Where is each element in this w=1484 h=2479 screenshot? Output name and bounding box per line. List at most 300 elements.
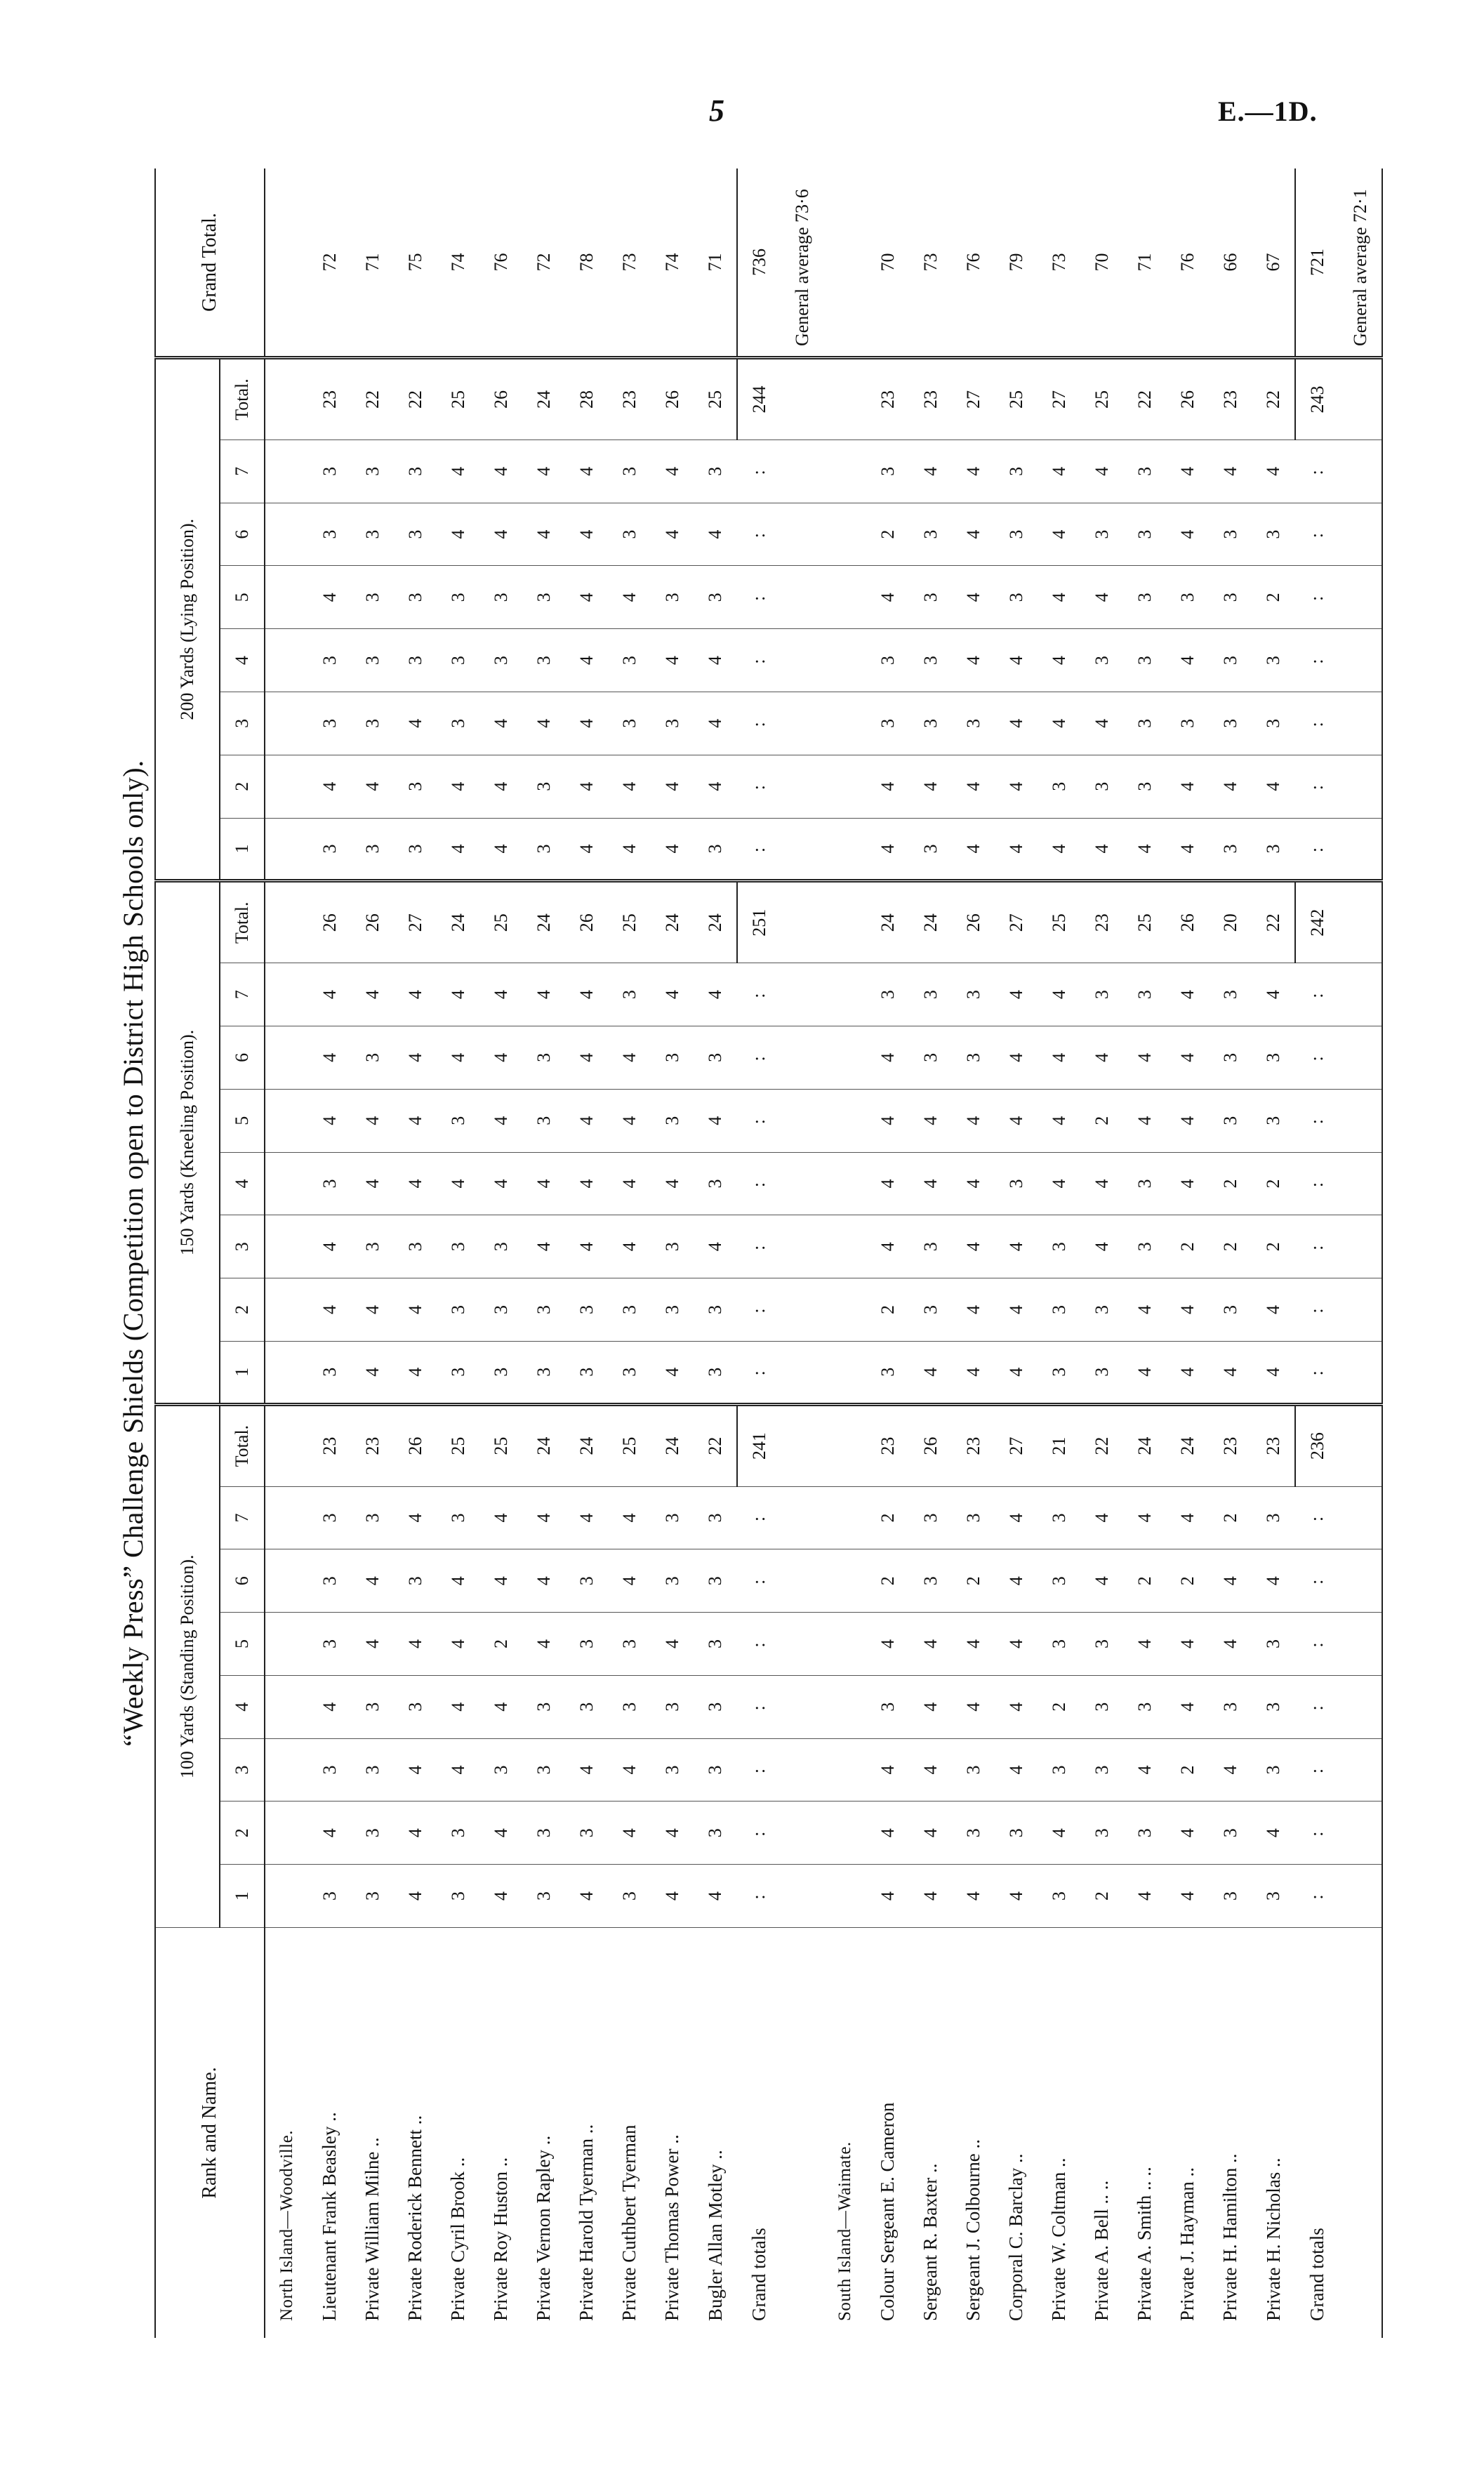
competitor-name: Colour Sergeant E. Cameron [877,2102,898,2321]
range-total: 23 [866,1404,909,1486]
dots: : [737,1865,781,1928]
shot-score: 3 [1123,1152,1166,1215]
shot-score: 4 [522,963,565,1026]
shot-score: 3 [565,1278,608,1342]
shot-score: 4 [995,1613,1038,1676]
shot-score: 3 [995,1152,1038,1215]
table-row [479,168,522,2338]
shot-score: 2 [1166,1215,1209,1278]
empty-cell [1339,1613,1382,1676]
shot-score: 3 [308,503,351,566]
empty-cell [781,1613,823,1676]
shot-score: 4 [1166,818,1209,881]
shot-score: 4 [394,1802,437,1865]
range-total: 23 [308,1404,351,1486]
shot-score: 4 [909,755,952,818]
shot-score: 4 [952,503,995,566]
grand-total: 76 [952,168,995,358]
shot-header: 2 [220,1802,265,1865]
empty-cell [823,1341,866,1404]
shot-score: 4 [394,1341,437,1404]
table-row [909,168,952,2338]
dots: : [1295,629,1339,692]
shot-score: 3 [1080,1278,1123,1342]
empty-cell [823,168,866,358]
shot-score: 3 [437,1215,479,1278]
shot-score: 4 [651,1802,694,1865]
shot-score: 4 [1080,1152,1123,1215]
shot-score: 4 [394,1026,437,1090]
shot-score: 3 [909,818,952,881]
shot-score: 4 [909,1738,952,1802]
shot-score: 2 [1252,1215,1295,1278]
shot-score: 3 [952,963,995,1026]
range-total: 24 [909,881,952,963]
shot-score: 4 [608,566,651,629]
empty-cell [823,1215,866,1278]
dots: : [1295,692,1339,755]
shot-score: 2 [1209,1215,1252,1278]
empty-cell [781,1486,823,1549]
shot-score: 2 [1252,566,1295,629]
shot-score: 4 [479,755,522,818]
shot-score: 3 [522,566,565,629]
grand-total: 71 [351,168,394,358]
grand-totals-row [737,168,781,2338]
grand-total: 73 [608,168,651,358]
shot-score: 4 [1038,1089,1080,1152]
empty-cell [265,1026,308,1090]
shot-score: 3 [351,818,394,881]
shot-score: 4 [479,1486,522,1549]
shot-score: 4 [437,439,479,503]
dots: : [737,1675,781,1738]
shot-score: 3 [866,439,909,503]
competitor-name: Lieutenant Frank Beasley .. [319,2112,340,2321]
shot-score: 3 [308,1738,351,1802]
range-total: 25 [479,881,522,963]
empty-cell [823,1278,866,1342]
shot-score: 3 [866,692,909,755]
shot-score: 3 [1123,1802,1166,1865]
range-total: 23 [909,358,952,440]
table-row [1209,168,1252,2338]
empty-cell [1339,755,1382,818]
grand-total: 70 [1080,168,1123,358]
competitor-name: Corporal C. Barclay .. [1005,2153,1026,2321]
shot-score: 4 [565,755,608,818]
shot-score: 3 [479,1215,522,1278]
empty-cell [1339,1802,1382,1865]
table-row [565,168,608,2338]
shot-score: 3 [351,692,394,755]
rotated-table-sheet [112,168,1467,2338]
shot-score: 4 [651,1613,694,1676]
shot-header: 6 [220,1549,265,1613]
shot-score: 3 [351,629,394,692]
shot-score: 3 [1209,1278,1252,1342]
shot-score: 4 [1166,1341,1209,1404]
empty-cell [1339,1152,1382,1215]
empty-cell [823,1613,866,1676]
empty-cell [265,1802,308,1865]
shot-score: 4 [651,818,694,881]
shot-score: 4 [995,1089,1038,1152]
empty-cell [265,1215,308,1278]
column-header-rank-name: Rank and Name. [155,1927,265,2338]
grand-total: 76 [479,168,522,358]
shot-score: 4 [522,1549,565,1613]
range-total: 26 [909,1404,952,1486]
shot-score: 3 [1080,1675,1123,1738]
shot-score: 4 [1038,963,1080,1026]
shot-score: 3 [1123,963,1166,1026]
empty-cell [781,1549,823,1613]
shot-score: 4 [565,566,608,629]
empty-cell [1339,1089,1382,1152]
shot-score: 2 [1166,1549,1209,1613]
grand-totals-label: Grand totals [748,2228,769,2321]
empty-cell [1339,1549,1382,1613]
shot-score: 3 [1123,1215,1166,1278]
shot-score: 4 [1123,1089,1166,1152]
empty-cell [823,818,866,881]
dots: : [1295,1278,1339,1342]
shot-score: 4 [437,1613,479,1676]
shot-score: 4 [952,818,995,881]
shot-score: 4 [866,818,909,881]
empty-cell [823,963,866,1026]
dots: : [1295,1341,1339,1404]
shot-score: 4 [952,1675,995,1738]
shot-score: 4 [995,692,1038,755]
shot-score: 3 [651,1089,694,1152]
empty-cell [781,881,823,963]
shot-score: 3 [952,1026,995,1090]
dots: : [1295,1613,1339,1676]
table-row [1080,168,1123,2338]
shot-score: 3 [565,1613,608,1676]
shot-score: 4 [308,1026,351,1090]
average-row [781,168,823,2338]
shot-score: 4 [608,755,651,818]
dots: : [737,1613,781,1676]
shot-score: 3 [1038,1278,1080,1342]
shot-score: 4 [866,1865,909,1928]
shot-score: 4 [308,963,351,1026]
empty-cell [823,503,866,566]
shot-score: 3 [909,692,952,755]
shot-score: 3 [952,692,995,755]
shot-score: 4 [479,1026,522,1090]
shot-score: 3 [651,692,694,755]
shot-score: 3 [651,1675,694,1738]
dots: : [1295,1026,1339,1090]
empty-cell [1339,1215,1382,1278]
shot-score: 4 [351,1278,394,1342]
shot-score: 4 [1080,1486,1123,1549]
range-total: 25 [437,1404,479,1486]
range-total: 22 [1252,358,1295,440]
empty-cell [823,1486,866,1549]
range-total: 23 [1209,358,1252,440]
shot-score: 3 [394,1215,437,1278]
shot-score: 4 [479,503,522,566]
shot-score: 4 [522,1486,565,1549]
dots: : [737,1152,781,1215]
range-total: 25 [1123,881,1166,963]
empty-cell [823,692,866,755]
shot-header: 1 [220,1865,265,1928]
range-total: 26 [308,881,351,963]
shot-score: 4 [866,1215,909,1278]
shot-score: 3 [1252,692,1295,755]
shot-header: 3 [220,1215,265,1278]
empty-cell [1339,1026,1382,1090]
shot-score: 4 [608,1549,651,1613]
range-grand-total: 243 [1295,358,1339,440]
shot-score: 4 [866,755,909,818]
shot-score: 4 [308,755,351,818]
shot-score: 4 [351,963,394,1026]
range-total: 25 [608,1404,651,1486]
shot-score: 3 [909,963,952,1026]
grand-total: 66 [1209,168,1252,358]
shot-score: 4 [608,1026,651,1090]
shot-score: 4 [565,1026,608,1090]
table-title: “Weekly Press” Challenge Shields (Competition open to District High Schools only). [117,760,149,1747]
shot-header: 7 [220,439,265,503]
section-heading: North Island—Woodville. [277,2130,296,2321]
table-row [995,168,1038,2338]
grand-total: 75 [394,168,437,358]
shot-score: 3 [394,439,437,503]
shot-score: 4 [651,439,694,503]
shot-score: 4 [866,1802,909,1865]
empty-cell [823,1026,866,1090]
shot-header: 1 [220,818,265,881]
dots: : [1295,503,1339,566]
shot-score: 3 [1252,1026,1295,1090]
shot-score: 4 [1166,1089,1209,1152]
shot-score: 3 [651,1026,694,1090]
shot-score: 3 [1252,629,1295,692]
empty-cell [823,1738,866,1802]
shot-score: 4 [479,1152,522,1215]
shot-score: 4 [308,1278,351,1342]
dots: : [737,1278,781,1342]
shot-score: 4 [1252,755,1295,818]
dots: : [1295,755,1339,818]
shot-score: 4 [1209,1341,1252,1404]
shot-score: 3 [909,503,952,566]
shot-score: 3 [1123,566,1166,629]
table-row [1252,168,1295,2338]
shot-score: 4 [608,1152,651,1215]
range-total: 24 [522,1404,565,1486]
shot-score: 4 [1123,1026,1166,1090]
range-total: 23 [866,358,909,440]
shot-score: 4 [479,439,522,503]
range-total: 25 [437,358,479,440]
shot-score: 3 [694,566,737,629]
range-total: 24 [866,881,909,963]
range-total: 27 [995,1404,1038,1486]
empty-cell [781,963,823,1026]
shot-score: 3 [394,566,437,629]
shot-score: 4 [866,1089,909,1152]
shot-score: 2 [1080,1089,1123,1152]
range-total: 26 [565,881,608,963]
shot-score: 3 [1209,1089,1252,1152]
empty-cell [823,566,866,629]
section-grand-total: 736 [737,168,781,358]
shot-score: 4 [1038,629,1080,692]
shot-score: 4 [995,1341,1038,1404]
shot-score: 4 [479,1549,522,1613]
empty-cell [823,1549,866,1613]
shot-score: 3 [351,1738,394,1802]
shot-score: 3 [1038,755,1080,818]
shot-score: 3 [1209,692,1252,755]
shot-score: 3 [1252,1613,1295,1676]
competitor-name: Private Vernon Rapley .. [533,2135,554,2321]
shot-score: 4 [909,1152,952,1215]
shot-score: 3 [952,1738,995,1802]
shot-score: 4 [651,1152,694,1215]
empty-cell [781,818,823,881]
range-total: 23 [1252,1404,1295,1486]
shot-score: 3 [1209,818,1252,881]
empty-cell [265,1613,308,1676]
empty-cell [781,629,823,692]
empty-cell [265,1675,308,1738]
shot-score: 4 [351,1549,394,1613]
shot-score: 3 [437,692,479,755]
shot-score: 3 [351,1865,394,1928]
shot-score: 4 [394,1486,437,1549]
shot-score: 3 [909,566,952,629]
shot-score: 3 [651,1215,694,1278]
shot-score: 4 [394,1152,437,1215]
table-row [437,168,479,2338]
range-grand-total: 236 [1295,1404,1339,1486]
empty-cell [265,629,308,692]
range-total: 27 [952,358,995,440]
shot-score: 3 [1209,1802,1252,1865]
range-total: 24 [522,881,565,963]
dots: : [737,1089,781,1152]
grand-total: 71 [694,168,737,358]
shot-score: 3 [909,1215,952,1278]
dots: : [1295,1865,1339,1928]
shot-score: 3 [308,1613,351,1676]
range-total: 26 [479,358,522,440]
table-row [522,168,565,2338]
empty-cell [265,1089,308,1152]
shot-score: 2 [1038,1675,1080,1738]
empty-cell [823,439,866,503]
shot-score: 4 [651,1341,694,1404]
shot-score: 3 [694,1549,737,1613]
shot-score: 4 [1166,1613,1209,1676]
shot-score: 3 [437,1089,479,1152]
empty-cell [265,1341,308,1404]
empty-cell [265,692,308,755]
shot-score: 4 [437,818,479,881]
empty-cell [1339,566,1382,629]
section-heading: South Island—Waimate. [835,2141,854,2321]
range-total: 23 [351,1404,394,1486]
shot-score: 4 [437,755,479,818]
shot-score: 4 [394,1278,437,1342]
empty-cell [823,1802,866,1865]
range-total: 24 [651,881,694,963]
shot-score: 4 [1252,963,1295,1026]
grand-totals-row [1295,168,1339,2338]
empty-cell [1339,692,1382,755]
shot-score: 3 [694,1152,737,1215]
shot-score: 3 [437,1278,479,1342]
column-header-grand-total: Grand Total. [155,168,265,358]
shot-score: 3 [479,1341,522,1404]
shot-score: 4 [952,629,995,692]
shot-score: 4 [694,503,737,566]
shot-score: 4 [1080,1215,1123,1278]
shot-score: 4 [479,818,522,881]
shot-score: 4 [995,1026,1038,1090]
shot-score: 4 [651,755,694,818]
shot-score: 3 [1038,1549,1080,1613]
shot-score: 4 [351,1613,394,1676]
section-heading-row [823,168,866,2338]
shot-score: 3 [308,629,351,692]
shot-score: 3 [351,566,394,629]
shot-score: 4 [608,1486,651,1549]
range-total: 22 [1080,1404,1123,1486]
range-total: 21 [1038,1404,1080,1486]
shot-score: 3 [522,1738,565,1802]
competitor-name: Private Roy Huston .. [490,2157,511,2321]
shot-score: 3 [1038,1738,1080,1802]
shot-score: 4 [565,629,608,692]
empty-cell [781,358,823,440]
shot-score: 3 [394,503,437,566]
shot-score: 3 [608,503,651,566]
shot-score: 4 [1123,1486,1166,1549]
shot-score: 3 [351,1675,394,1738]
shot-score: 4 [1166,1865,1209,1928]
competitor-name: Bugler Allan Motley .. [704,2150,726,2321]
range-total: 27 [995,881,1038,963]
dots: : [1295,963,1339,1026]
shot-score: 3 [866,963,909,1026]
grand-total: 76 [1166,168,1209,358]
shot-score: 4 [351,755,394,818]
page-number: 5 [709,93,724,128]
shot-score: 4 [1166,1152,1209,1215]
shot-score: 3 [1038,1613,1080,1676]
shot-score: 3 [608,1613,651,1676]
grand-total: 72 [308,168,351,358]
shot-score: 4 [1038,818,1080,881]
empty-cell [823,1865,866,1928]
range-total: 24 [522,358,565,440]
dots: : [1295,1675,1339,1738]
shot-score: 4 [565,963,608,1026]
empty-cell [1339,1927,1382,2338]
shot-score: 4 [952,439,995,503]
